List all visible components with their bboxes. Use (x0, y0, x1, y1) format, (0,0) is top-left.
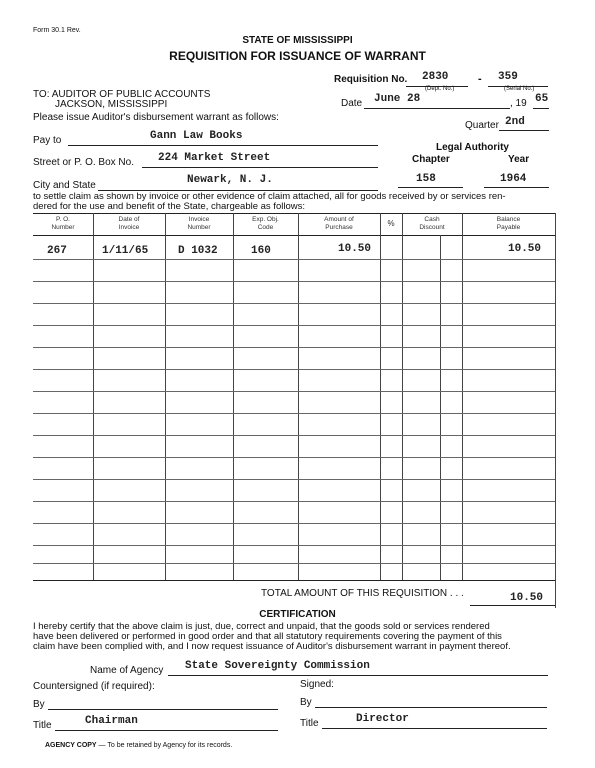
legal-authority-label: Legal Authority (436, 142, 509, 153)
dept-caption: (Dept. No.) (425, 86, 455, 92)
by-label-left: By (33, 699, 45, 710)
date-year: 65 (535, 93, 549, 105)
certification-line3: claim have been complied with, and I now request issuance of Auditor's disbursement warrant in payment thereof. (33, 641, 511, 652)
chapter-label: Chapter (412, 154, 450, 165)
by-label-right: By (300, 697, 312, 708)
chapter-value: 158 (416, 173, 436, 185)
certification-line1: I hereby certify that the above claim is just, due, correct and unpaid, that the goods sold or services rendered (33, 621, 490, 632)
quarter-value: 2nd (505, 116, 525, 128)
total-value: 10.50 (510, 592, 544, 604)
settle-text-1: to settle claim as shown by invoice or other evidence of claim attached, all for goods received by or services ren- (33, 191, 506, 202)
serial-caption: (Serial No.) (504, 86, 535, 92)
cell-balance: 10.50 (508, 243, 542, 255)
title-label-left: Title (33, 720, 52, 731)
city-value: Newark, N. J. (187, 174, 273, 186)
serial-number: 359 (498, 71, 518, 83)
street-label: Street or P. O. Box No. (33, 157, 134, 168)
cell-amount: 10.50 (338, 243, 372, 255)
col-balance: Balance Payable (496, 216, 521, 231)
col-obj: Exp. Obj. Code (252, 216, 279, 231)
addressee-line2: JACKSON, MISSISSIPPI (55, 99, 168, 110)
pay-to-label: Pay to (33, 135, 62, 146)
footer-bold: AGENCY COPY (45, 742, 97, 749)
addressee-line1: TO: AUDITOR OF PUBLIC ACCOUNTS (33, 89, 211, 100)
settle-text-2: dered for the use and benefit of the State, chargeable as follows: (33, 201, 305, 212)
form-title: REQUISITION FOR ISSUANCE OF WARRANT (169, 49, 426, 63)
signed-label: Signed: (300, 679, 334, 690)
instruction-text: Please issue Auditor's disbursement warrant as follows: (33, 112, 279, 123)
col-date: Date of Invoice (118, 216, 140, 231)
date-value: June 28 (374, 93, 421, 105)
state-heading: STATE OF MISSISSIPPI (242, 35, 353, 46)
cell-date: 1/11/65 (102, 245, 149, 257)
cell-invoice: D 1032 (178, 245, 218, 257)
quarter-label: Quarter (465, 120, 499, 131)
col-po: P. O. Number (51, 216, 75, 231)
date-year-prefix: , 19 (510, 98, 527, 109)
cell-po: 267 (47, 245, 67, 257)
year-label: Year (508, 154, 530, 165)
agency-value: State Sovereignty Commission (185, 660, 370, 672)
title-label-right: Title (300, 718, 319, 729)
dept-number: 2830 (422, 71, 449, 83)
total-label: TOTAL AMOUNT OF THIS REQUISITION . . . (261, 588, 464, 599)
date-label: Date (341, 98, 363, 109)
countersigned-label: Countersigned (if required): (33, 681, 155, 692)
footer-note (45, 742, 232, 749)
col-cash: Cash Discount (419, 216, 445, 231)
title-value-left: Chairman (85, 715, 138, 727)
footer-rest: — To be retained by Agency for its records. (96, 742, 233, 749)
col-invoice: Invoice Number (187, 216, 211, 231)
cell-obj: 160 (251, 245, 271, 257)
payee-name: Gann Law Books (150, 130, 243, 142)
col-pct: % (387, 219, 395, 228)
requisition-dash: - (478, 73, 482, 85)
city-label: City and State (33, 180, 96, 191)
agency-label: Name of Agency (90, 665, 164, 676)
street-value: 224 Market Street (158, 152, 271, 164)
certification-line2: have been delivered or performed in good order and that all statutory requirements covering the payment of this (33, 631, 502, 642)
col-amount: Amount of Purchase (324, 216, 354, 231)
requisition-label: Requisition No. (334, 74, 408, 85)
certification-heading: CERTIFICATION (259, 609, 336, 620)
form-number: Form 30.1 Rev. (33, 27, 81, 34)
title-value-right: Director (356, 713, 409, 725)
year-value: 1964 (500, 173, 527, 185)
